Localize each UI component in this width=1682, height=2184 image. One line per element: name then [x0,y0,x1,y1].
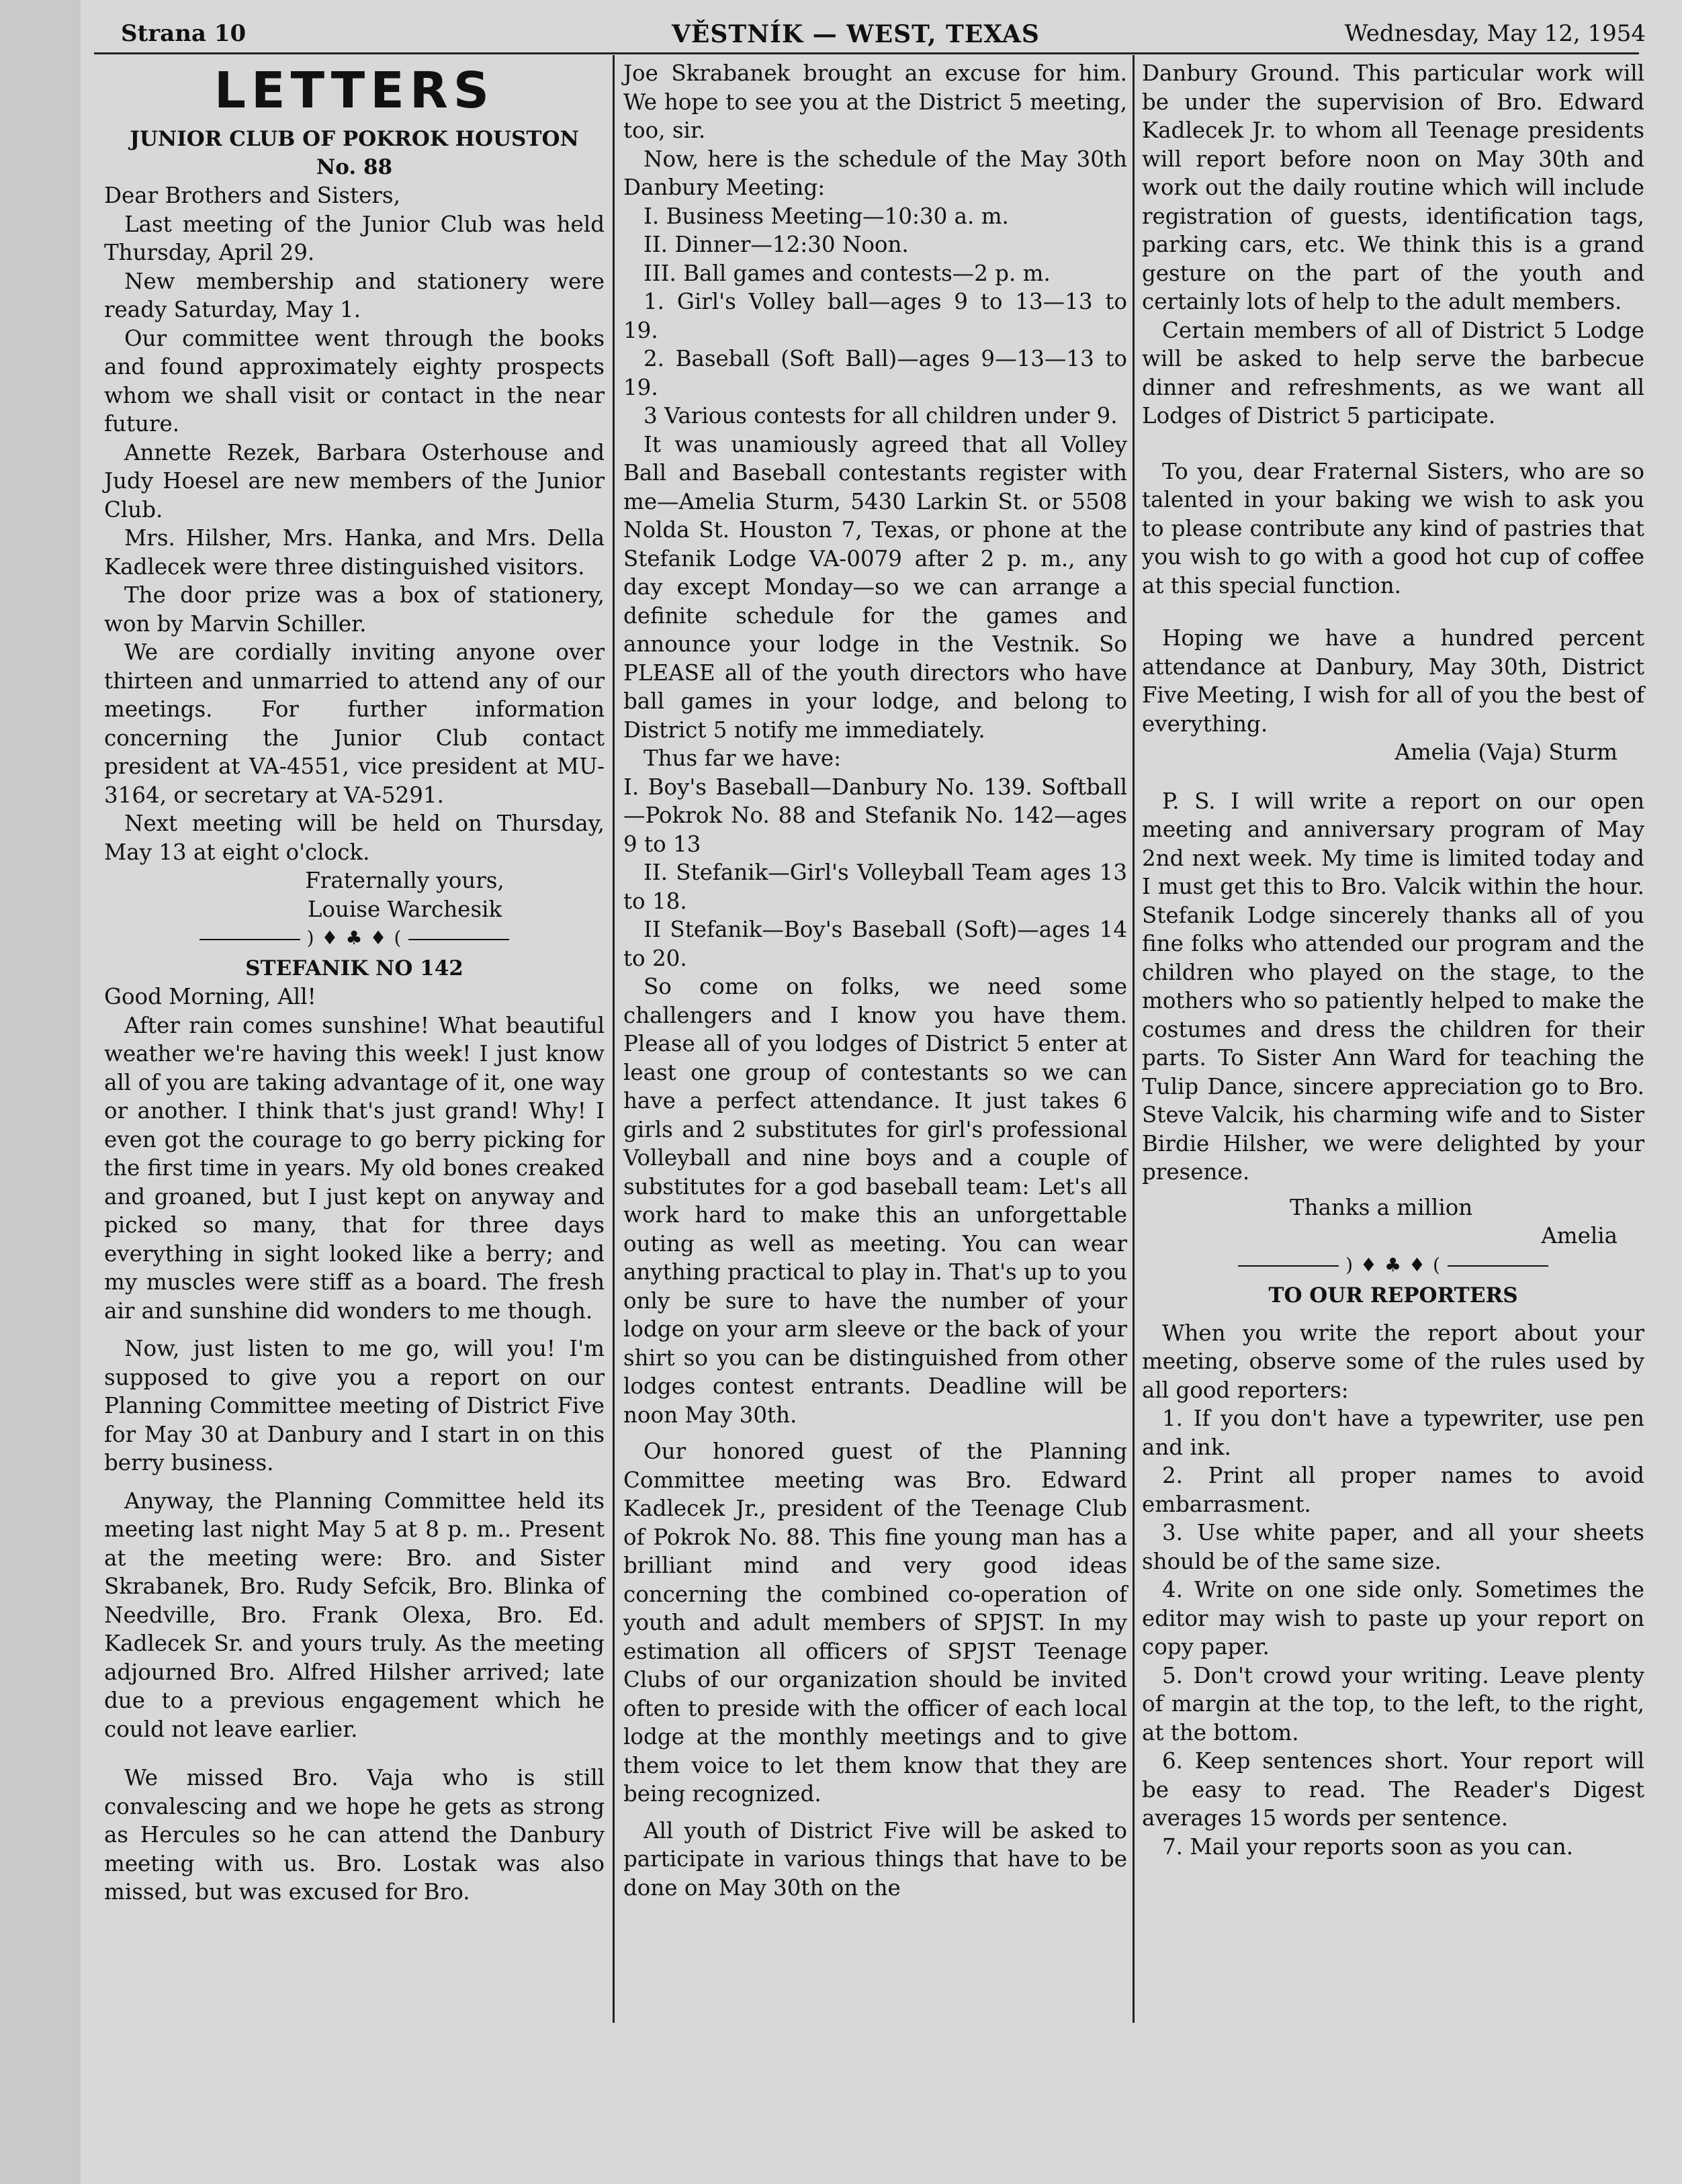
paragraph: New membership and stationery were ready Saturday, May 1. [104,268,605,322]
paragraph: So come on folks, we need some challengers and I know you have them. Please all of you lodges of District 5 enter at least one group of contestants so we can have a perfect attendance. It just takes 6 girls and 2 substitutes for girl's professional Volleyball and nine boys and a couple of substitutes for a god baseball team: Let's all work hard to make this an unforgettable outing as well as meeting. You can wear anything practical to play in. That's up to you only be sure to have the number of your lodge on your arm sleeve or the back of your shirt so you can be distinguished from other lodges contest entrants. Deadline will be noon May 30th. [623,974,1127,1428]
list-item: 3. Use white paper, and all your sheets should be of the same size. [1142,1520,1644,1574]
list-item: I. Boy's Baseball—Danbury No. 139. Softball—Pokrok No. 88 and Stefanik No. 142—ages 9 to 13 [623,774,1127,857]
paragraph: Hoping we have a hundred percent attendance at Danbury, May 30th, District Five Meeting, I wish for all of you the best of everything. [1142,625,1644,737]
article-subheading: No. 88 [316,155,393,179]
page-number: Strana 10 [121,20,247,47]
list-item: 7. Mail your reports soon as you can. [1162,1833,1574,1860]
salutation: Dear Brothers and Sisters, [104,183,400,208]
list-item: II Stefanik—Boy's Baseball (Soft)—ages 14 to 20. [623,917,1127,971]
section-divider: ) ♦ ♣ ♦ ( [104,925,605,952]
paragraph: Last meeting of the Junior Club was held Thursday, April 29. [104,211,605,265]
paragraph: Now, just listen to me go, will you! I'm supposed to give you a report on our Planning Committee meeting of District Five for May 30 at Danbury and I start in on this berry business. [104,1336,605,1475]
club-icon: ♣ [345,927,363,949]
section-title: LETTERS [214,62,495,120]
paragraph: We missed Bro. Vaja who is still convalescing and we hope he gets as strong as Hercules so he can attend the Danbury meeting with us. Bro. Lostak was also missed, but was excused for Bro. [104,1765,605,1905]
list-item: III. Ball games and contests—2 p. m. [644,260,1051,286]
greeting: Good Morning, All! [104,984,316,1009]
paragraph: Next meeting will be held on Thursday, May 13 at eight o'clock. [104,811,605,865]
paragraph: When you write the report about your meeting, observe some of the rules used by all good reporters: [1142,1320,1644,1403]
list-item: I. Business Meeting—10:30 a. m. [644,203,1009,229]
column-rule [1133,55,1135,2023]
paragraph: Our honored guest of the Planning Committee meeting was Bro. Edward Kadlecek Jr., president of the Teenage Club of Pokrok No. 88. This fine young man has a brilliant mind and very good ideas concerning the combined co-operation of youth and adult members of SPJST. In my estimation all officers of SPJST Teenage Clubs of our organization should be invited often to preside with the officer of each local lodge at the monthly meetings and to give them voice to let them know that they are being recognized. [623,1439,1127,1807]
article-heading: JUNIOR CLUB OF POKROK HOUSTON [130,127,579,151]
paragraph: Danbury Ground. This particular work will be under the supervision of Bro. Edward Kadlecek Jr. to whom all Teenage presidents will report before noon on May 30th and work out the daily routine which will include registration of guests, identification tags, parking cars, etc. We think this is a grand gesture on the part of the youth and certainly lots of help to the adult members. [1142,60,1644,314]
schedule-list [623,202,1127,430]
list-item: 2. Print all proper names to avoid embarrasment. [1142,1463,1644,1517]
newspaper-title: VĚSTNÍK — WEST, TEXAS [672,20,1040,48]
signature: Amelia [1541,1223,1618,1248]
thanks: Thanks a million [1290,1194,1473,1220]
list-item: II. Dinner—12:30 Noon. [644,232,909,257]
column-2 [623,59,1127,1902]
masthead-rule [94,52,1639,54]
paragraph: Joe Skrabanek brought an excuse for him. We hope to see you at the District 5 meeting, too, sir. [623,60,1127,143]
article-heading: STEFANIK NO 142 [245,956,463,981]
paragraph: Now, here is the schedule of the May 30th Danbury Meeting: [623,146,1127,200]
list-item: 5. Don't crowd your writing. Leave plenty of margin at the top, to the left, to the right, at the bottom. [1142,1662,1644,1745]
list-item: 6. Keep sentences short. Your report will be easy to read. The Reader's Digest averages 15 words per sentence. [1142,1748,1644,1831]
paragraph: We are cordially inviting anyone over thirteen and unmarried to attend any of our meetings. For further information concerning the Junior Club contact president at VA-4551, vice president at MU-3164, or secretary at VA-5291. [104,639,605,808]
paragraph: Mrs. Hilsher, Mrs. Hanka, and Mrs. Della Kadlecek were three distinguished visitors. [104,525,605,580]
paragraph: Our committee went through the books and found approximately eighty prospects whom we shall visit or contact in the near future. [104,325,605,437]
paragraph: After rain comes sunshine! What beautiful weather we're having this week! I just know all of you are taking advantage of it, one way or another. I think that's just grand! Why! I even got the courage to go berry picking for the first time in years. My old bones creaked and groaned, but I just kept on anyway and picked so many, that for three days everything in sight looked like a berry; and my muscles were stiff as a board. The fresh air and sunshine did wonders to me though. [104,1012,605,1324]
paragraph: Anyway, the Planning Committee held its meeting last night May 5 at 8 p. m.. Present at the meeting were: Bro. and Sister Skrabanek, Bro. Rudy Sefcik, Bro. Blinka of Needville, Bro. Frank Olexa, Bro. Ed. Kadlecek Sr. and yours truly. As the meeting adjourned Bro. Alfred Hilsher arrived; late due to a previous engagement which he could not leave earlier. [104,1488,605,1742]
article-heading: TO OUR REPORTERS [1268,1283,1518,1308]
masthead [121,15,1646,55]
paragraph: All youth of District Five will be asked to participate in various things that have to be done on May 30th on the [623,1817,1127,1901]
paragraph: P. S. I will write a report on our open meeting and anniversary program of May 2nd next week. My time is limited today and I must get this to Bro. Valcik within the hour. Stefanik Lodge sincerely thanks all of you fine folks who attended our program and the children who played on the stage, to the mothers who so patiently helped to make the costumes and dress the children for their parts. To Sister Ann Ward for teaching the Tulip Dance, sincere appreciation go to Bro. Steve Valcik, his charming wife and to Sister Birdie Hilsher, we were delighted by your presence. [1142,788,1644,1185]
list-item: 1. Girl's Volley ball—ages 9 to 13—13 to 19. [623,289,1127,343]
issue-date: Wednesday, May 12, 1954 [1344,20,1646,47]
list-item: 2. Baseball (Soft Ball)—ages 9—13—13 to 19. [623,346,1127,400]
column-3 [1142,59,1644,1861]
club-icon: ♣ [1384,1253,1403,1276]
list-item: 3 Various contests for all children under 9. [644,403,1118,428]
paragraph: Certain members of all of District 5 Lodge will be asked to help serve the barbecue dinner and refreshments, as we want all Lodges of District 5 participate. [1142,317,1644,428]
list-item: 1. If you don't have a typewriter, use pen and ink. [1142,1406,1644,1460]
closing: Fraternally yours, [305,868,504,893]
signature: Louise Warchesik [307,896,502,922]
column-1 [104,59,605,1907]
paragraph: To you, dear Fraternal Sisters, who are so talented in your baking we wish to ask you to please contribute any kind of pastries that you wish to go with a good hot cup of coffee at this special function. [1142,458,1644,598]
paragraph: It was unamiously agreed that all Volley Ball and Baseball contestants register with me—Amelia Sturm, 5430 Larkin St. or 5508 Nolda St. Houston 7, Texas, or phone at the Stefanik Lodge VA-0079 after 2 p. m., any day except Monday—so we can arrange a definite schedule for the games and announce your lodge in the Vestnik. So PLEASE all of the youth directors who have ball games in your lodge, and belong to District 5 notify me immediately. [623,431,1127,743]
list-item: II. Stefanik—Girl's Volleyball Team ages 13 to 18. [623,860,1127,914]
section-divider: ) ♦ ♣ ♦ ( [1142,1252,1644,1279]
paragraph: The door prize was a box of stationery, won by Marvin Schiller. [104,582,605,637]
signature: Amelia (Vaja) Sturm [1395,739,1618,765]
paragraph: Annette Rezek, Barbara Osterhouse and Judy Hoesel are new members of the Junior Club. [104,439,605,522]
column-rule [613,55,615,2023]
paragraph: Thus far we have: [644,745,842,771]
list-item: 4. Write on one side only. Sometimes the editor may wish to paste up your report on copy paper. [1142,1577,1644,1659]
